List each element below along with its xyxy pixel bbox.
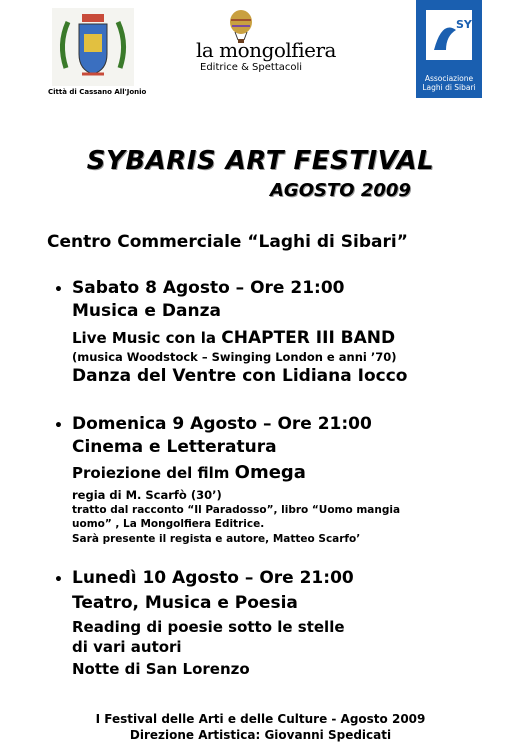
event3-category: Teatro, Musica e Poesia xyxy=(72,593,298,613)
event2-line2: regia di M. Scarfò (30’) xyxy=(72,488,222,502)
event2-date: Domenica 9 Agosto – Ore 21:00 xyxy=(72,414,372,434)
association-line1: Associazione xyxy=(424,74,474,83)
mongolfiera-subtitle: Editrice & Spettacoli xyxy=(200,62,303,73)
association-name xyxy=(416,74,482,92)
event1-line1 xyxy=(72,328,395,348)
mongolfiera-title: la mongolfiera xyxy=(196,38,336,62)
event3-line2: di vari autori xyxy=(72,638,182,656)
event1-line2: (musica Woodstock – Swinging London e anni ’70) xyxy=(72,350,397,364)
footer-line1: I Festival delle Arti e delle Culture - Agosto 2009 xyxy=(95,712,426,726)
event1-category: Musica e Danza xyxy=(72,301,221,321)
festival-title: SYBARIS ART FESTIVAL xyxy=(86,146,435,176)
event3-line3: Notte di San Lorenzo xyxy=(72,660,250,678)
event2-category: Cinema e Letteratura xyxy=(72,437,277,457)
bullet-icon: • xyxy=(54,282,63,298)
event2-film-title: Omega xyxy=(234,462,306,483)
event1-band-name: CHAPTER III BAND xyxy=(221,328,396,348)
event2-line1 xyxy=(72,462,306,483)
event3-date: Lunedì 10 Agosto – Ore 21:00 xyxy=(72,568,354,588)
festival-subtitle: AGOSTO 2009 xyxy=(270,180,411,201)
event1-date: Sabato 8 Agosto – Ore 21:00 xyxy=(72,278,345,298)
event1-line3: Danza del Ventre con Lidiana Iocco xyxy=(72,366,408,386)
event2-line3a: tratto dal racconto “Il Paradosso”, libro “Uomo mangia xyxy=(72,504,401,516)
footer-line2: Direzione Artistica: Giovanni Spedicati xyxy=(129,728,392,742)
bullet-icon: • xyxy=(54,418,63,434)
bullet-icon: • xyxy=(54,572,63,588)
event2-line4: Sarà presente il regista e autore, Matteo Scarfo’ xyxy=(72,533,361,545)
association-initials: SY xyxy=(456,18,472,31)
event2-line1-prefix: Proiezione del film xyxy=(72,464,235,482)
event2-line3b: uomo” , La Mongolfiera Editrice. xyxy=(72,518,265,530)
event1-line1-prefix: Live Music con la xyxy=(72,329,222,347)
venue: Centro Commerciale “Laghi di Sibari” xyxy=(47,232,408,252)
event3-line1: Reading di poesie sotto le stelle xyxy=(72,618,345,636)
city-caption: Città di Cassano All'Jonio xyxy=(48,88,147,96)
association-line2: Laghi di Sibari xyxy=(422,83,476,92)
city-crest-logo xyxy=(52,8,134,86)
